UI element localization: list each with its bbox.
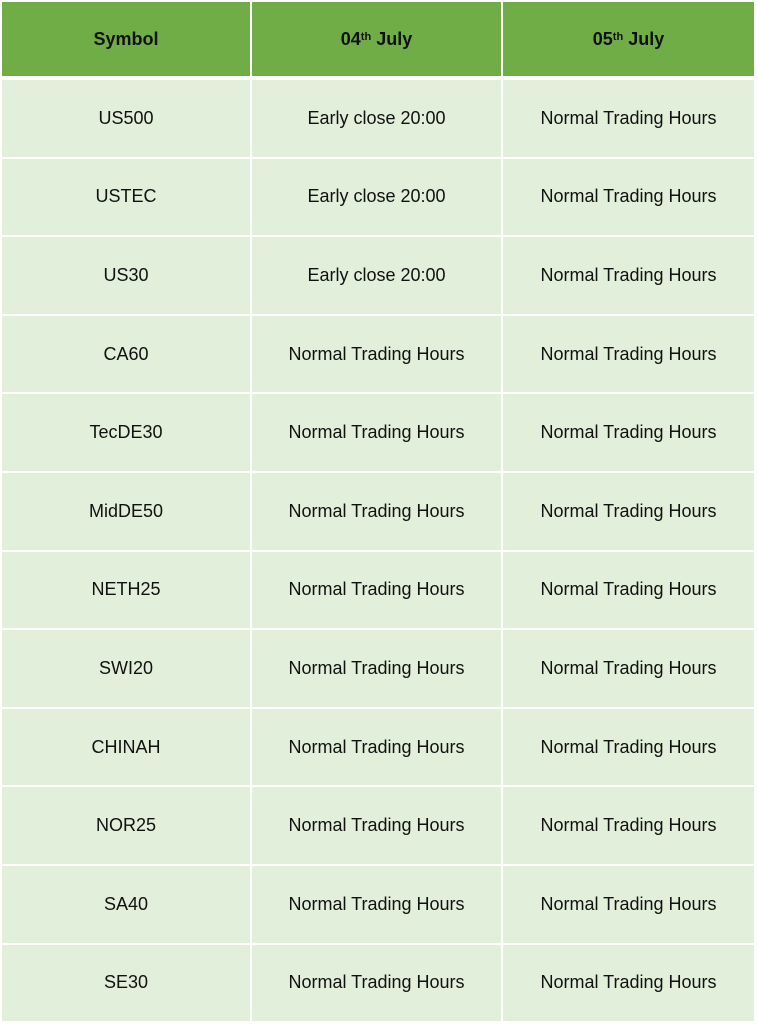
table-row xyxy=(2,237,754,316)
cell-04-july-text: Normal Trading Hours xyxy=(288,422,465,443)
header-date-04-july: 04 $^{th}$ July xyxy=(252,2,503,80)
cell-symbol xyxy=(2,630,252,709)
cell-04-july xyxy=(252,237,503,316)
header-05-day: 05 xyxy=(592,28,613,49)
cell-04-july xyxy=(252,159,503,238)
cell-05-july xyxy=(503,630,754,709)
cell-05-july-text: Normal Trading Hours xyxy=(540,186,717,207)
cell-04-july xyxy=(252,316,503,395)
cell-symbol-text: CA60 xyxy=(103,343,149,364)
cell-04-july xyxy=(252,787,503,866)
header-symbol-label: Symbol xyxy=(93,28,159,49)
cell-symbol xyxy=(2,866,252,945)
cell-04-july-text: Normal Trading Hours xyxy=(288,972,465,993)
header-04-day: 04 xyxy=(340,28,361,49)
cell-04-july-text: Normal Trading Hours xyxy=(288,500,465,521)
cell-05-july-text: Normal Trading Hours xyxy=(540,422,717,443)
cell-04-july-text: Normal Trading Hours xyxy=(288,736,465,757)
cell-05-july-text: Normal Trading Hours xyxy=(540,736,717,757)
cell-04-july xyxy=(252,709,503,788)
cell-05-july-text: Normal Trading Hours xyxy=(540,893,717,914)
cell-symbol-text: US500 xyxy=(98,107,154,128)
cell-04-july-text: Normal Trading Hours xyxy=(288,343,465,364)
cell-symbol-text: US30 xyxy=(103,264,149,285)
cell-04-july xyxy=(252,945,503,1024)
cell-symbol xyxy=(2,159,252,238)
table-row xyxy=(2,866,754,945)
cell-symbol-text: NETH25 xyxy=(91,579,161,600)
cell-05-july xyxy=(503,316,754,395)
table-row xyxy=(2,630,754,709)
cell-05-july xyxy=(503,159,754,238)
cell-05-july-text: Normal Trading Hours xyxy=(540,972,717,993)
header-symbol xyxy=(2,2,252,80)
header-05-month: July xyxy=(628,28,665,49)
cell-symbol-text: SWI20 xyxy=(98,657,154,678)
cell-symbol-text: SE30 xyxy=(103,972,149,993)
trading-hours-table xyxy=(2,2,754,1023)
cell-05-july xyxy=(503,945,754,1024)
table-row xyxy=(2,709,754,788)
cell-symbol xyxy=(2,316,252,395)
cell-05-july-text: Normal Trading Hours xyxy=(540,107,717,128)
cell-symbol xyxy=(2,709,252,788)
table-body xyxy=(2,80,754,1023)
cell-04-july-text: Early close 20:00 xyxy=(307,186,446,207)
table-row xyxy=(2,316,754,395)
cell-04-july xyxy=(252,552,503,631)
cell-symbol xyxy=(2,80,252,159)
cell-05-july-text: Normal Trading Hours xyxy=(540,815,717,836)
cell-05-july xyxy=(503,394,754,473)
cell-05-july-text: Normal Trading Hours xyxy=(540,343,717,364)
cell-symbol xyxy=(2,552,252,631)
cell-04-july xyxy=(252,394,503,473)
cell-symbol-text: NOR25 xyxy=(95,815,157,836)
cell-05-july xyxy=(503,473,754,552)
cell-05-july-text: Normal Trading Hours xyxy=(540,657,717,678)
cell-05-july xyxy=(503,866,754,945)
table-header-row xyxy=(2,2,754,80)
cell-04-july xyxy=(252,866,503,945)
table-row xyxy=(2,787,754,866)
cell-04-july xyxy=(252,80,503,159)
cell-04-july-text: Early close 20:00 xyxy=(307,264,446,285)
table-row xyxy=(2,80,754,159)
cell-04-july-text: Normal Trading Hours xyxy=(288,815,465,836)
cell-05-july-text: Normal Trading Hours xyxy=(540,264,717,285)
header-date-05-july: 05 $^{th}$ July xyxy=(503,2,754,80)
header-04-month: July xyxy=(376,28,413,49)
table-row xyxy=(2,473,754,552)
cell-05-july xyxy=(503,709,754,788)
cell-symbol-text: TecDE30 xyxy=(89,422,163,443)
cell-04-july xyxy=(252,473,503,552)
cell-symbol-text: MidDE50 xyxy=(88,500,164,521)
cell-04-july-text: Normal Trading Hours xyxy=(288,579,465,600)
cell-05-july xyxy=(503,787,754,866)
cell-04-july-text: Normal Trading Hours xyxy=(288,657,465,678)
table-row xyxy=(2,159,754,238)
table-row xyxy=(2,552,754,631)
cell-04-july xyxy=(252,630,503,709)
cell-05-july xyxy=(503,552,754,631)
cell-symbol xyxy=(2,394,252,473)
cell-symbol xyxy=(2,473,252,552)
table-row xyxy=(2,945,754,1024)
table-row xyxy=(2,394,754,473)
cell-symbol-text: SA40 xyxy=(103,893,149,914)
cell-symbol xyxy=(2,237,252,316)
cell-05-july-text: Normal Trading Hours xyxy=(540,579,717,600)
cell-symbol-text: USTEC xyxy=(95,186,157,207)
cell-symbol xyxy=(2,787,252,866)
cell-05-july-text: Normal Trading Hours xyxy=(540,500,717,521)
cell-04-july-text: Normal Trading Hours xyxy=(288,893,465,914)
cell-05-july xyxy=(503,80,754,159)
cell-symbol xyxy=(2,945,252,1024)
cell-05-july xyxy=(503,237,754,316)
cell-symbol-text: CHINAH xyxy=(91,736,161,757)
cell-04-july-text: Early close 20:00 xyxy=(307,107,446,128)
